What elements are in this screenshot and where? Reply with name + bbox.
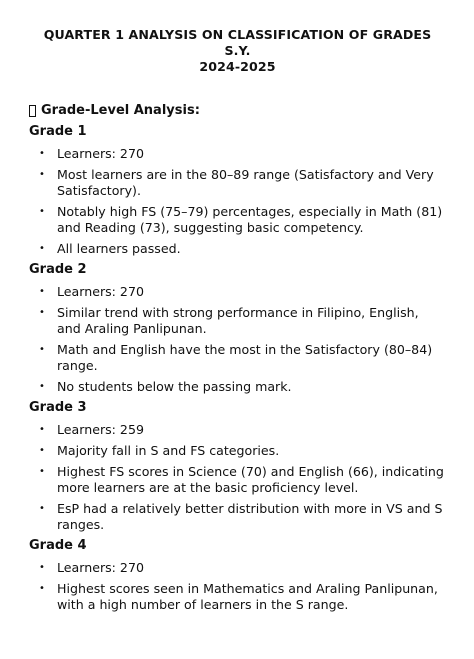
grade-heading: Grade 4 xyxy=(29,538,87,553)
section-subheading xyxy=(29,103,446,119)
list-item: • Learners: 270 xyxy=(29,560,446,576)
list-item: • EsP had a relatively better distribution with more in VS and S ranges. xyxy=(29,501,446,533)
grade-heading: Grade 2 xyxy=(29,262,87,277)
list-item: • Highest scores seen in Mathematics and Araling Panlipunan, with a high number of learners in the S range. xyxy=(29,581,446,613)
list-item: • Majority fall in S and FS categories. xyxy=(29,443,446,459)
bullet-list xyxy=(29,284,446,395)
grade-section-1 xyxy=(29,124,446,257)
grade-section-2 xyxy=(29,262,446,395)
document-page xyxy=(0,27,474,659)
title-line-2: 2024-2025 xyxy=(199,59,276,74)
bullet-list xyxy=(29,560,446,613)
list-item: • Learners: 259 xyxy=(29,422,446,438)
grade-section-4 xyxy=(29,538,446,613)
grade-section-3 xyxy=(29,400,446,533)
bullet-list xyxy=(29,422,446,533)
list-item: • Learners: 270 xyxy=(29,146,446,162)
list-item: • No students below the passing mark. xyxy=(29,379,446,395)
subheading-text: Grade-Level Analysis: xyxy=(41,103,200,118)
list-item: • Highest FS scores in Science (70) and English (66), indicating more learners are at the basic proficiency level. xyxy=(29,464,446,496)
list-item: • Most learners are in the 80–89 range (Satisfactory and Very Satisfactory). xyxy=(29,167,446,199)
document-title xyxy=(29,27,446,75)
list-item: • Similar trend with strong performance in Filipino, English, and Araling Panlipunan. xyxy=(29,305,446,337)
list-item: • Learners: 270 xyxy=(29,284,446,300)
title-line-1: QUARTER 1 ANALYSIS ON CLASSIFICATION OF GRADES S.Y. xyxy=(43,27,432,58)
grade-heading: Grade 3 xyxy=(29,400,87,415)
grade-heading: Grade 1 xyxy=(29,124,87,139)
list-item: • Notably high FS (75–79) percentages, especially in Math (81) and Reading (73), suggesting basic competency. xyxy=(29,204,446,236)
list-item: • Math and English have the most in the Satisfactory (80–84) range. xyxy=(29,342,446,374)
list-item: • All learners passed. xyxy=(29,241,446,257)
bullet-list xyxy=(29,146,446,257)
missing-glyph-icon xyxy=(29,105,36,117)
